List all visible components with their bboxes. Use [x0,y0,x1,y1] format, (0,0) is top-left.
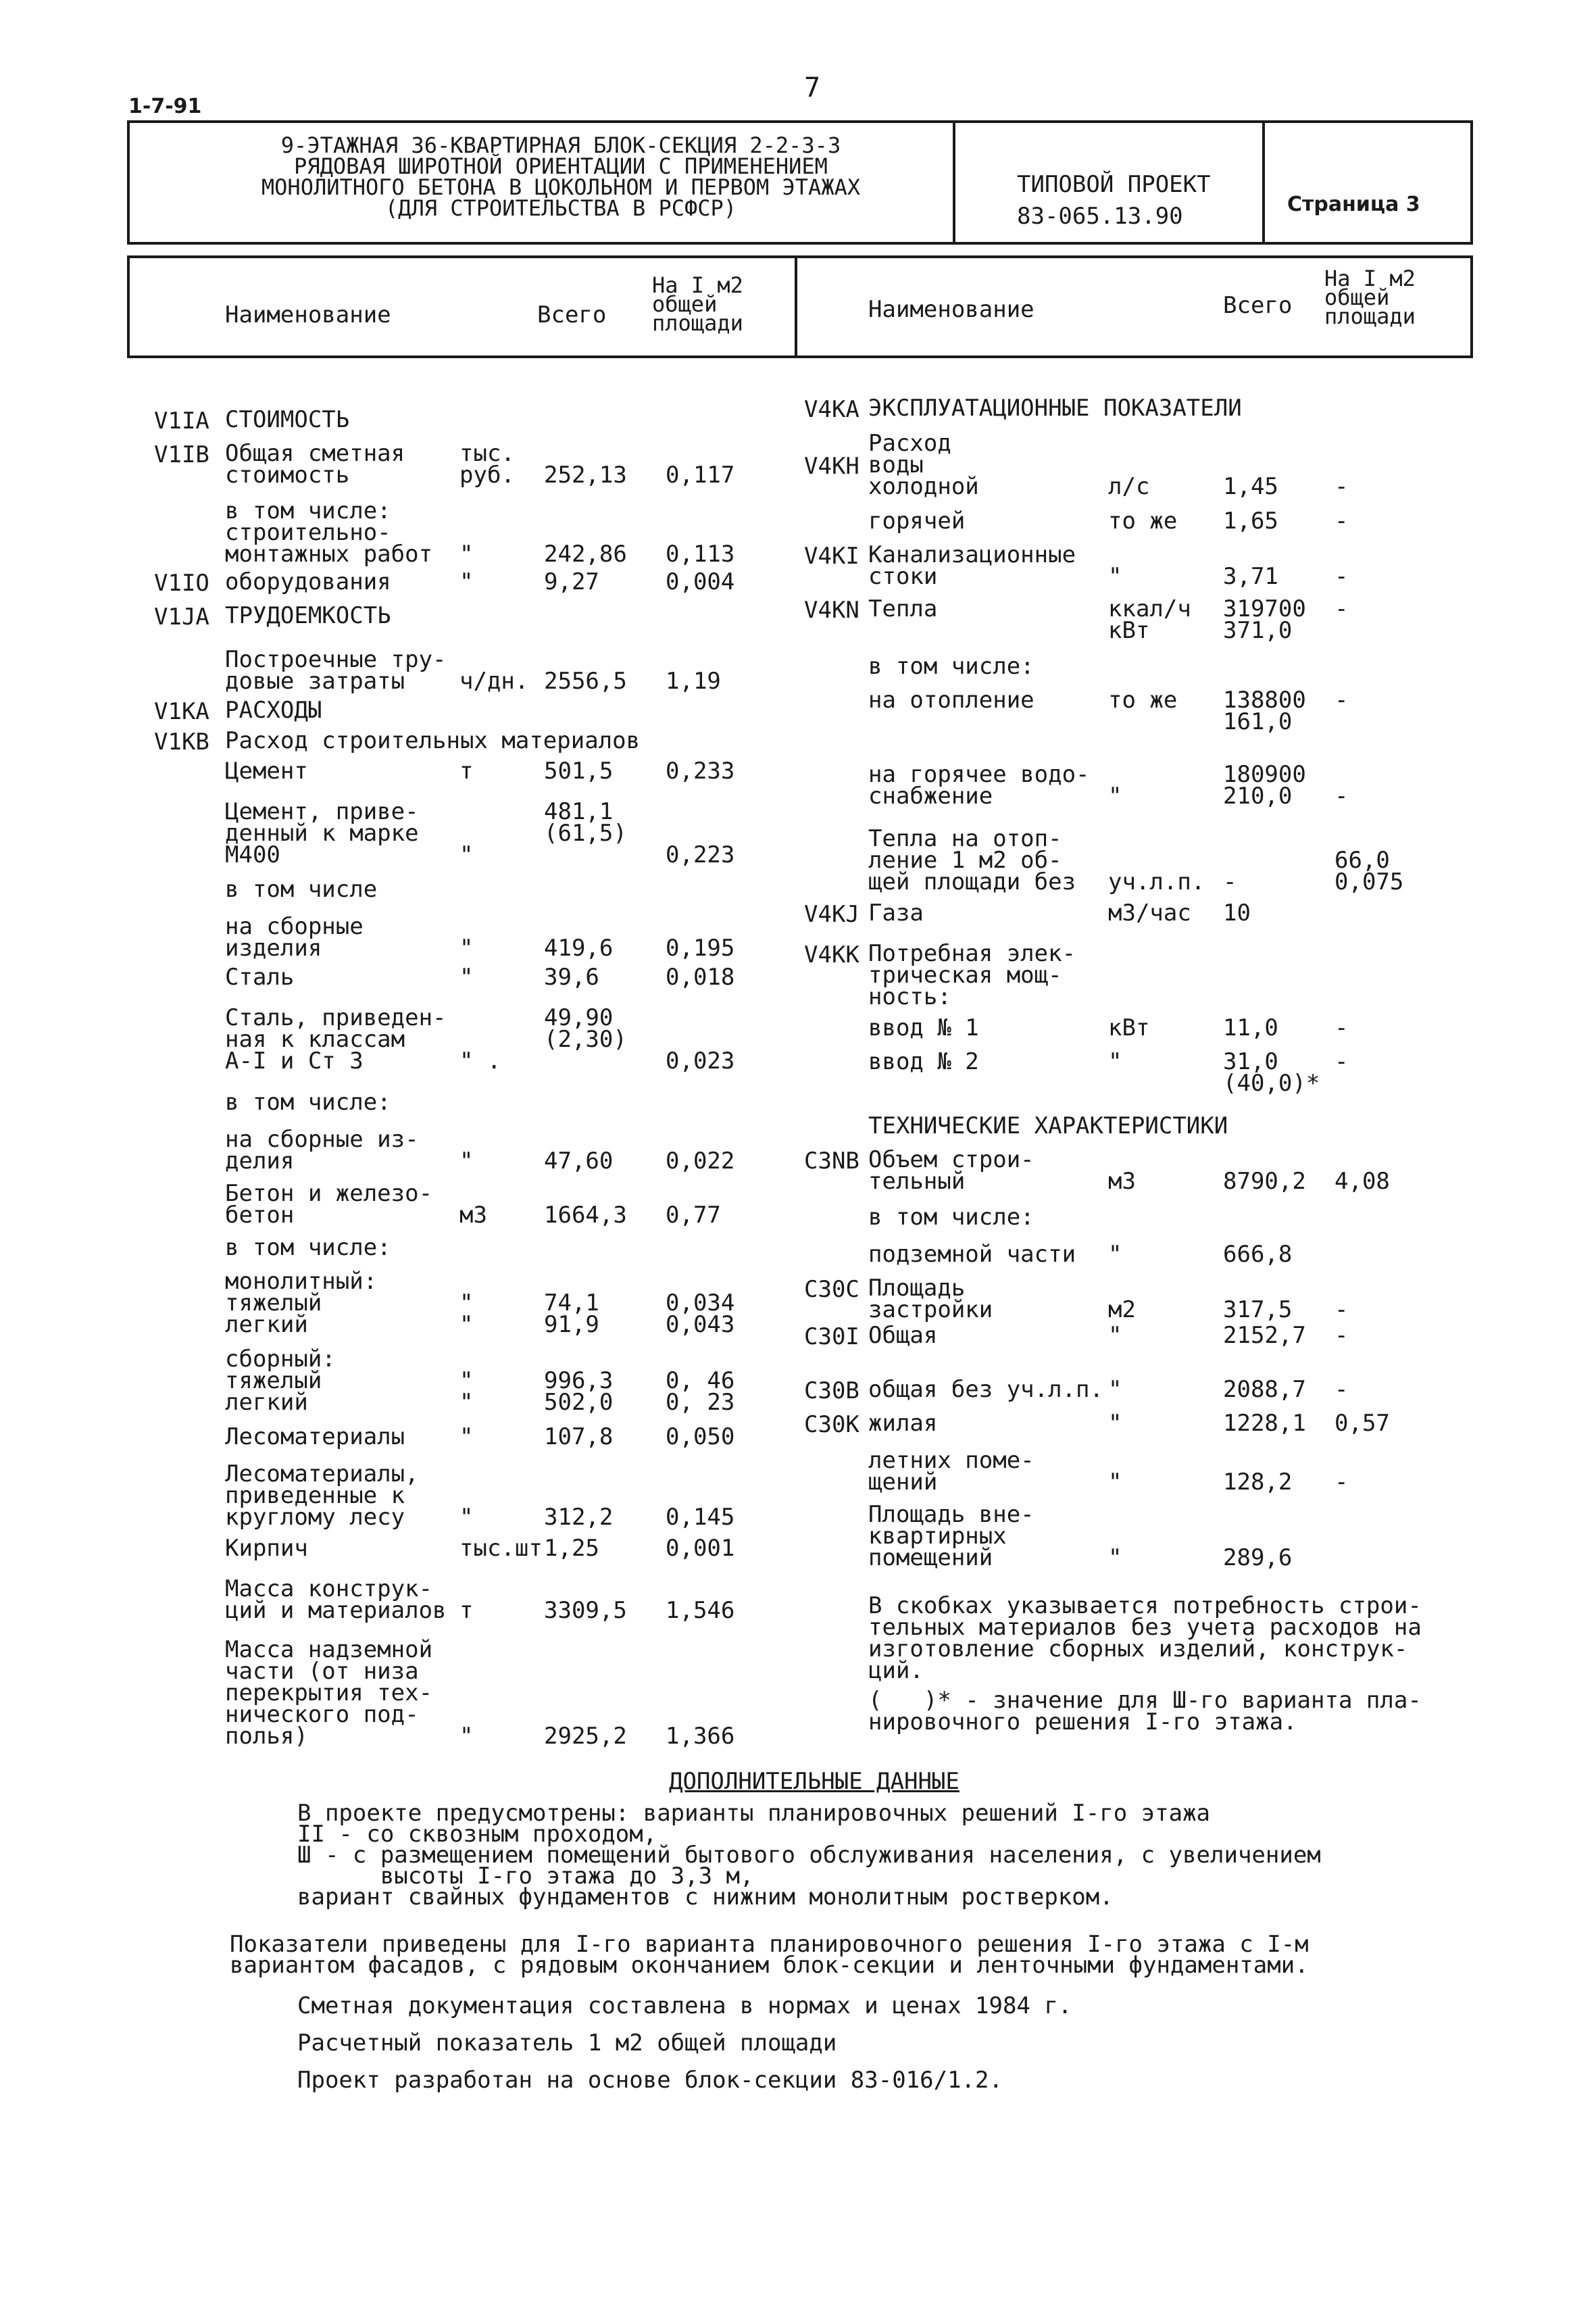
row-name: на сборные из- делия [225,1126,419,1175]
row-unit: м3 [459,1202,487,1229]
row-total: 138800 161,0 [1223,687,1306,735]
row-code: V4KA [804,396,859,423]
row-unit: кВт [1108,1014,1150,1041]
row-per-m2: 1,19 [666,668,721,695]
row-name: жилая [868,1410,938,1437]
row-per-m2: - [1335,595,1349,622]
row-per-m2: 4,08 [1335,1168,1390,1195]
row-per-m2: 1,546 [666,1597,735,1624]
column-header-name: Наименование [868,296,1034,323]
row-unit: " [459,1723,474,1750]
row-unit: т [459,758,474,785]
row-name: монолитный: тяжелый легкий [225,1268,378,1338]
row-total: 1,65 [1223,508,1278,535]
row-total: 2925,2 [544,1723,627,1750]
row-name: Тепла [868,595,938,622]
row-name: Кирпич [225,1535,308,1562]
row-unit: м3/час [1108,900,1191,927]
row-unit: " [459,568,474,595]
row-per-m2: 0, 46 0, 23 [666,1367,735,1416]
row-total: 2088,7 [1223,1376,1306,1403]
row-name: Площадь вне- квартирных помещений [868,1501,1034,1571]
divider [127,255,130,358]
column-header-total: Всего [537,301,607,328]
row-name: РАСХОДЫ [225,697,322,724]
row-unit: " [1108,1241,1122,1268]
row-code: V1JA [154,604,209,631]
row-total: 666,8 [1223,1241,1293,1268]
row-name: Расход воды холодной [868,430,979,500]
row-name: ТРУДОЕМКОСТЬ [225,602,391,629]
row-unit: " [459,935,474,962]
row-unit: ч/дн. [459,668,529,695]
row-total: 996,3 502,0 [544,1367,614,1416]
row-total: 289,6 [1223,1544,1293,1571]
row-code: C3NB [804,1148,859,1175]
row-total: 2152,7 [1223,1322,1306,1349]
row-total: 1664,3 [544,1202,627,1229]
row-code: V1IB [154,441,209,468]
row-per-m2: 0,117 [666,462,735,489]
row-per-m2: 0,145 [666,1504,735,1531]
row-name: Построечные тру- довые затраты [225,646,447,695]
additional-paragraph: В проекте предусмотрены: варианты планировочных решений I-го этажа II - со сквозным проходом, Ш - с размещением помещений бытового обслуживания населения, с увеличением высоты I-го этажа до 3,3 м, вариант свайных фундаментов с нижним монолитным ростверком. [297,1800,1321,1911]
row-per-m2: 0,57 [1335,1410,1390,1437]
row-unit: то же [1108,508,1178,535]
row-per-m2: - [1335,1376,1349,1403]
row-name: СТОИМОСТЬ [225,406,350,433]
row-per-m2: 66,0 0,075 [1335,847,1404,895]
row-name: Цемент, приве- денный к марке М400 [225,798,419,868]
row-total: 1,25 [544,1535,599,1562]
row-name: сборный: тяжелый легкий [225,1346,336,1416]
row-total: 107,8 [544,1423,614,1450]
row-total: - [1223,868,1237,895]
row-total: 319700 371,0 [1223,595,1306,644]
row-code: V4KH [804,453,859,480]
row-per-m2: 0,004 [666,568,735,595]
column-header-total: Всего [1223,292,1293,319]
column-header-per-m2: На I м2 общей площади [652,272,743,336]
row-name: подземной части [868,1241,1076,1268]
row-total: 242,86 [544,541,627,568]
row-name: ЭКСПЛУАТАЦИОННЫЕ ПОКАЗАТЕЛИ [868,395,1242,422]
row-per-m2: 0,223 [666,841,735,868]
row-name: Общая сметная стоимость [225,440,405,489]
row-unit: тыс. руб. [459,440,515,489]
row-unit: " " [459,1367,474,1416]
row-code: V4KN [804,597,859,624]
row-name: оборудования [225,568,391,595]
row-name: ввод № 2 [868,1048,979,1075]
row-name: Канализационные стоки [868,541,1076,590]
row-per-m2: - [1335,1048,1349,1075]
row-unit: " [459,1504,474,1531]
row-name: на горячее водо- снабжение [868,761,1090,810]
row-unit: " . [459,1048,501,1075]
row-unit: " [459,541,474,568]
document-title: 9-ЭТАЖНАЯ 36-КВАРТИРНАЯ БЛОК-СЕКЦИЯ 2-2-3-3 РЯДОВАЯ ШИРОТНОЙ ОРИЕНТАЦИИ С ПРИМЕНЕНИЕМ МОНОЛИТНОГО БЕТОНА В ЦОКОЛЬНОМ И ПЕРВОМ ЭТАЖАХ (ДЛЯ СТРОИТЕЛЬСТВА В РСФСР) [261,132,861,221]
row-name: Сталь [225,964,295,991]
row-total: 10 [1223,900,1251,927]
row-per-m2: - [1335,473,1349,500]
row-per-m2: - [1335,508,1349,535]
row-unit: " [459,964,474,991]
row-per-m2: 0,050 [666,1423,735,1450]
row-total: 39,6 [544,964,599,991]
row-unit: л/с [1108,473,1150,500]
row-name: в том числе: строительно- монтажных работ [225,497,433,568]
additional-title: ДОПОЛНИТЕЛЬНЫЕ ДАННЫЕ [669,1768,959,1795]
row-name: горячей [868,508,966,535]
row-per-m2: 0,001 [666,1535,735,1562]
row-name: в том числе: [225,1234,391,1261]
row-unit: уч.л.п. [1108,868,1205,895]
row-unit: " [1108,1410,1122,1437]
additional-paragraph: Сметная документация составлена в нормах и ценах 1984 г. [297,1992,1072,2019]
additional-paragraph: Показатели приведены для I-го варианта планировочного решения I-го этажа с I-м вариантом фасадов, с рядовым окончанием блок-секции и ленточными фундаментами. [230,1931,1309,1979]
row-name: Тепла на отоп- ление 1 м2 об- щей площади без [868,825,1076,895]
row-per-m2: - [1335,563,1349,590]
row-total: 1228,1 [1223,1410,1306,1437]
row-total: 9,27 [544,568,599,595]
row-name: в том числе [225,876,378,903]
row-unit: то же [1108,687,1178,714]
row-total: 49,90 (2,30) [544,1004,627,1053]
row-code: C30C [804,1276,859,1303]
row-unit: м3 [1108,1168,1136,1195]
column-header-name: Наименование [225,301,391,328]
divider [127,255,1473,258]
row-per-m2: - [1335,1469,1349,1496]
row-total: 312,2 [544,1504,614,1531]
row-unit: " [1108,1544,1122,1571]
row-name: на отопление [868,687,1034,714]
row-code: V1IO [154,570,209,597]
row-total: 3,71 [1223,563,1278,590]
row-per-m2: 0,113 [666,541,735,568]
row-code: C30B [804,1377,859,1404]
row-code: C30K [804,1411,859,1438]
row-name: в том числе: [868,653,1034,680]
page-number: 7 [804,72,821,103]
row-total: 252,13 [544,462,627,489]
row-code: V1KB [154,729,209,756]
row-per-m2: - [1335,1322,1349,1349]
row-per-m2: - [1335,687,1349,714]
row-total: 47,60 [544,1148,614,1175]
row-total: 501,5 [544,758,614,785]
row-per-m2: 1,366 [666,1723,735,1750]
row-code: V1KA [154,698,209,725]
row-total: 419,6 [544,935,614,962]
sheet-label: Страница 3 [1287,193,1420,216]
row-name: ввод № 1 [868,1014,979,1041]
row-total: 128,2 [1223,1469,1293,1496]
row-per-m2: 0,77 [666,1202,721,1229]
row-total: 2556,5 [544,668,627,695]
row-unit: " [1108,783,1122,810]
row-unit: тыс.шт [459,1535,543,1562]
divider [953,120,955,245]
row-total: 180900 210,0 [1223,761,1306,810]
row-name: Сталь, приведен- ная к классам А-I и Ст 3 [225,1004,447,1075]
row-unit: " [1108,1469,1122,1496]
row-unit: " [1108,1376,1122,1403]
doc-code: 1-7-91 [128,95,202,118]
row-name: Потребная элек- трическая мощ- ность: [868,940,1076,1010]
additional-paragraph: Расчетный показатель 1 м2 общей площади [297,2029,837,2057]
row-total: 11,0 [1223,1014,1278,1041]
row-name: Газа [868,900,924,927]
row-unit: т [459,1597,474,1624]
project-number: 83-065.13.90 [1017,203,1183,230]
row-total: 31,0 (40,0)* [1223,1048,1320,1097]
row-total: 1,45 [1223,473,1278,500]
row-name: летних поме- щений [868,1447,1034,1496]
row-per-m2: 0,195 [666,935,735,962]
row-total: 8790,2 [1223,1168,1306,1195]
row-code: V4KK [804,941,859,968]
row-unit: " [1108,563,1122,590]
row-per-m2: - [1335,1296,1349,1323]
row-name: в том числе: [225,1089,391,1116]
row-unit: " [1108,1322,1122,1349]
project-label: ТИПОВОЙ ПРОЕКТ [1017,171,1211,198]
divider [1470,255,1473,358]
row-unit: " " [459,1289,474,1338]
row-total: 3309,5 [544,1597,627,1624]
row-name: Масса конструк- ций и материалов [225,1575,447,1624]
divider [795,255,797,358]
row-code: V4KJ [804,901,859,928]
row-name: на сборные изделия [225,913,364,962]
row-unit: " [1108,1048,1122,1075]
row-total: 74,1 91,9 [544,1289,599,1338]
row-code: V4KI [804,543,859,570]
row-code: C30I [804,1323,859,1350]
row-name: Лесоматериалы [225,1423,405,1450]
row-name: Бетон и железо- бетон [225,1180,433,1229]
row-per-m2: 0,034 0,043 [666,1289,735,1338]
row-name: Общая [868,1322,938,1349]
row-total: 317,5 [1223,1296,1293,1323]
row-per-m2: - [1335,783,1349,810]
column-header-per-m2: На I м2 общей площади [1324,266,1416,329]
row-per-m2: - [1335,1014,1349,1041]
row-name: ТЕХНИЧЕСКИЕ ХАРАКТЕРИСТИКИ [868,1112,1228,1139]
row-name: Масса надземной части (от низа перекрытия тех- нического под- полья) [225,1636,433,1750]
row-unit: м2 [1108,1296,1136,1323]
row-unit: " [459,1423,474,1450]
note-asterisk: ( )* - значение для Ш-го варианта пла- нировочного решения I-го этажа. [868,1687,1422,1736]
row-name: Цемент [225,758,308,785]
row-unit: " [459,841,474,868]
row-unit: " [459,1148,474,1175]
row-per-m2: 0,018 [666,964,735,991]
row-code: V1IA [154,408,209,435]
divider [1262,120,1265,245]
row-name: общая без уч.л.п. [868,1376,1103,1403]
additional-paragraph: Проект разработан на основе блок-секции 83-016/1.2. [297,2067,1003,2094]
row-per-m2: 0,233 [666,758,735,785]
row-name: Расход строительных материалов [225,727,641,754]
row-total: 481,1 (61,5) [544,798,627,847]
row-name: в том числе: [868,1204,1034,1231]
note-brackets: В скобках указывается потребность строи- тельных материалов без учета расходов на изготовление сборных изделий, конструк- ций. [868,1592,1422,1684]
row-unit: ккал/ч кВт [1108,595,1191,644]
row-per-m2: 0,023 [666,1048,735,1075]
row-name: Объем строи- тельный [868,1146,1034,1195]
row-name: Лесоматериалы, приведенные к круглому лесу [225,1460,419,1531]
divider [127,355,1473,358]
row-per-m2: 0,022 [666,1148,735,1175]
row-name: Площадь застройки [868,1275,993,1323]
